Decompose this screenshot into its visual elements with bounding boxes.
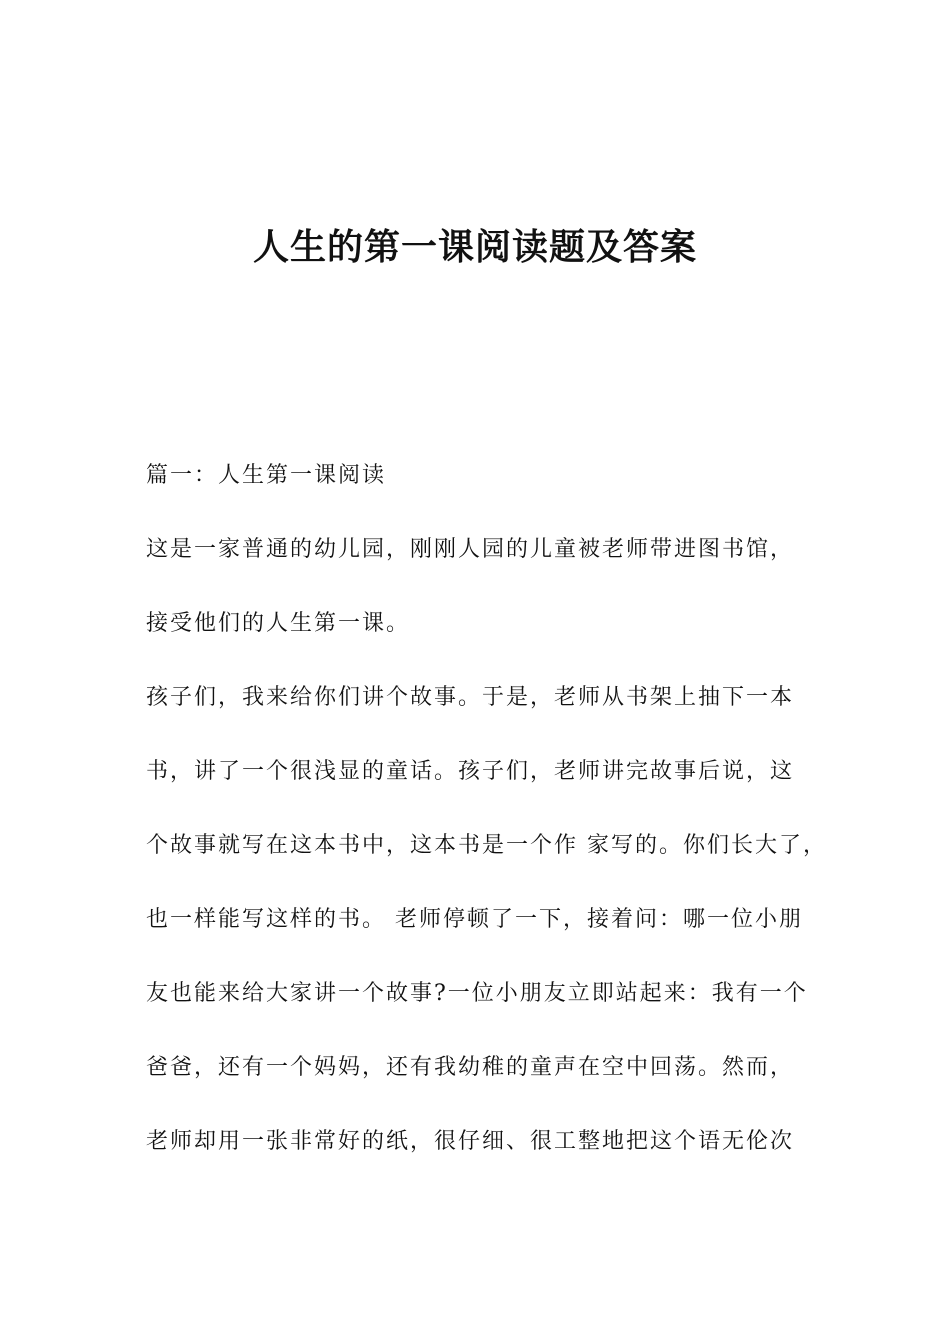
section-heading: 篇一：人生第一课阅读: [146, 463, 387, 488]
body-line: 书，讲了一个很浅显的童话。孩子们，老师讲完故事后说，这: [146, 759, 795, 784]
body-line: 孩子们，我来给你们讲个故事。于是，老师从书架上抽下一本: [146, 685, 795, 710]
body-line: 爸爸，还有一个妈妈，还有我幼稚的童声在空中回荡。然而，: [146, 1055, 795, 1080]
body-line: 老师却用一张非常好的纸，很仔细、很工整地把这个语无伦次: [146, 1129, 795, 1154]
body-line: 个故事就写在这本书中，这本书是一个作 家写的。你们长大了，: [146, 833, 827, 858]
body-line: 友也能来给大家讲一个故事?一位小朋友立即站起来：我有一个: [146, 981, 808, 1006]
body-line: 也一样能写这样的书。 老师停顿了一下，接着问：哪一位小朋: [146, 907, 803, 932]
document-body: [146, 458, 826, 1198]
body-line: 接受他们的人生第一课。: [146, 611, 411, 636]
body-line: 这是一家普通的幼儿园，刚刚人园的儿童被老师带进图书馆，: [146, 537, 795, 562]
document-title: 人生的第一课阅读题及答案: [252, 227, 697, 268]
